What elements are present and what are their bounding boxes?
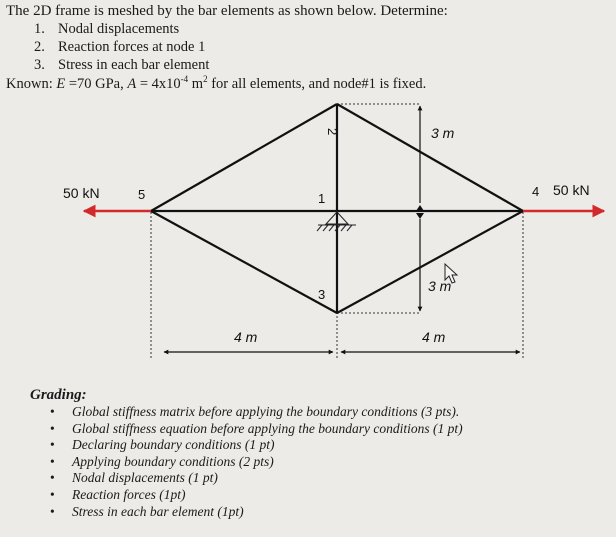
node-label-5: 5	[138, 187, 146, 202]
member-3-4	[337, 211, 523, 313]
grading-item: • Reaction forces (1pt)	[48, 487, 590, 504]
grading-item: • Applying boundary conditions (2 pts)	[48, 454, 590, 471]
grading-title: Grading:	[30, 387, 87, 403]
dim-label-left: 4 m	[234, 329, 258, 345]
grading-item: • Declaring boundary conditions (1 pt)	[48, 437, 590, 454]
node-label-4: 4	[532, 184, 540, 199]
grading-item: • Stress in each bar element (1pt)	[48, 504, 590, 521]
member-5-3	[151, 211, 337, 313]
problem-intro: The 2D frame is meshed by the bar elements as shown below. Determine:	[6, 3, 448, 19]
load-label-right: 50 kN	[553, 182, 590, 198]
problem-statement	[6, 2, 610, 94]
known-values: Known: E =70 GPa, $A = 4x10^{-4}$ $m^2$ for all elements, and node#1 is fixed.	[6, 74, 427, 92]
node-label-2: 2	[325, 128, 340, 136]
node-label-3: 3	[318, 287, 326, 302]
member-5-2	[151, 104, 337, 211]
grading-section	[30, 386, 590, 520]
grading-item: • Global stiffness equation before applying the boundary conditions (1 pt)	[48, 421, 590, 438]
grading-list	[30, 404, 590, 520]
dim-label-bottom: 3 m	[428, 278, 452, 294]
task-item: 2. Reaction forces at node 1	[34, 39, 206, 55]
node-label-1: 1	[318, 191, 326, 206]
member-2-4	[337, 104, 523, 211]
load-label-left: 50 kN	[63, 185, 100, 201]
grading-item: • Nodal displacements (1 pt)	[48, 470, 590, 487]
grading-item: • Global stiffness matrix before applying the boundary conditions (3 pts).	[48, 404, 590, 421]
task-item: 3. Stress in each bar element	[34, 57, 210, 73]
task-list	[6, 20, 610, 74]
task-item: 1. Nodal displacements	[34, 21, 180, 37]
dim-label-right: 4 m	[422, 329, 446, 345]
bar-members	[151, 104, 523, 313]
truss-diagram	[0, 90, 616, 375]
dim-label-top: 3 m	[431, 125, 455, 141]
